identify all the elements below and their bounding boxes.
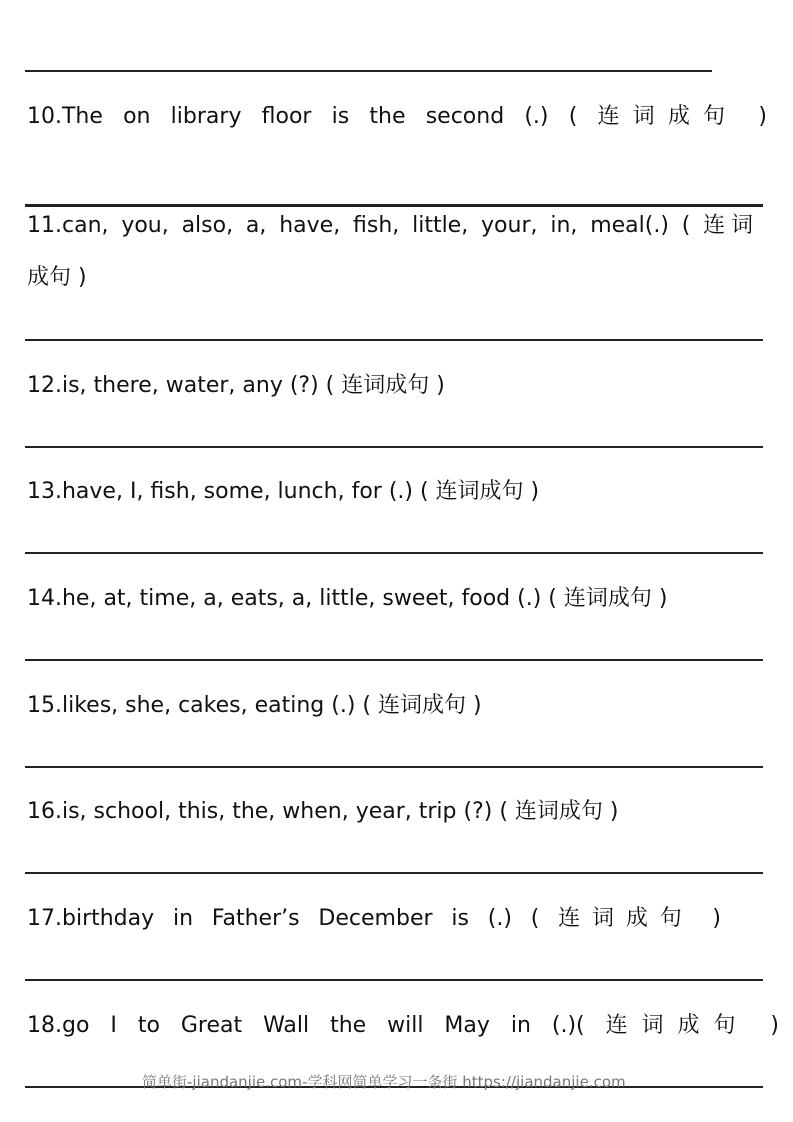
question-14: 14.he, at, time, a, eats, a, little, sweet, food (.) ( 连词成句 ) (27, 586, 668, 611)
answer-line (25, 659, 763, 661)
question-11-cont: 成句 ) (27, 265, 87, 290)
answer-line (25, 872, 763, 874)
question-17: 17.birthday in Father’s December is (.) ( 连词成句 ) (27, 906, 721, 931)
question-15: 15.likes, she, cakes, eating (.) ( 连词成句 ) (27, 693, 482, 718)
question-12: 12.is, there, water, any (?) ( 连词成句 ) (27, 373, 445, 398)
answer-line (25, 766, 763, 768)
answer-line (25, 70, 712, 72)
answer-line (25, 339, 763, 341)
answer-line (25, 204, 763, 207)
answer-line (25, 446, 763, 448)
question-13: 13.have, I, fish, some, lunch, for (.) ( 连词成句 ) (27, 479, 540, 504)
question-11: 11.can, you, also, a, have, fish, little, your, in, meal(.) ( 连词 (27, 213, 753, 238)
answer-line (25, 979, 763, 981)
question-10: 10.The on library floor is the second (.) ( 连词成句 ) (27, 104, 767, 129)
watermark: 简单街-jiandanjie.com-学科网简单学习一条街 https://jiandanjie.com (142, 1073, 626, 1091)
question-18: 18.go I to Great Wall the will May in (.)( 连词成句 ) (27, 1013, 779, 1038)
answer-line (25, 552, 763, 554)
question-16: 16.is, school, this, the, when, year, trip (?) ( 连词成句 ) (27, 799, 619, 824)
